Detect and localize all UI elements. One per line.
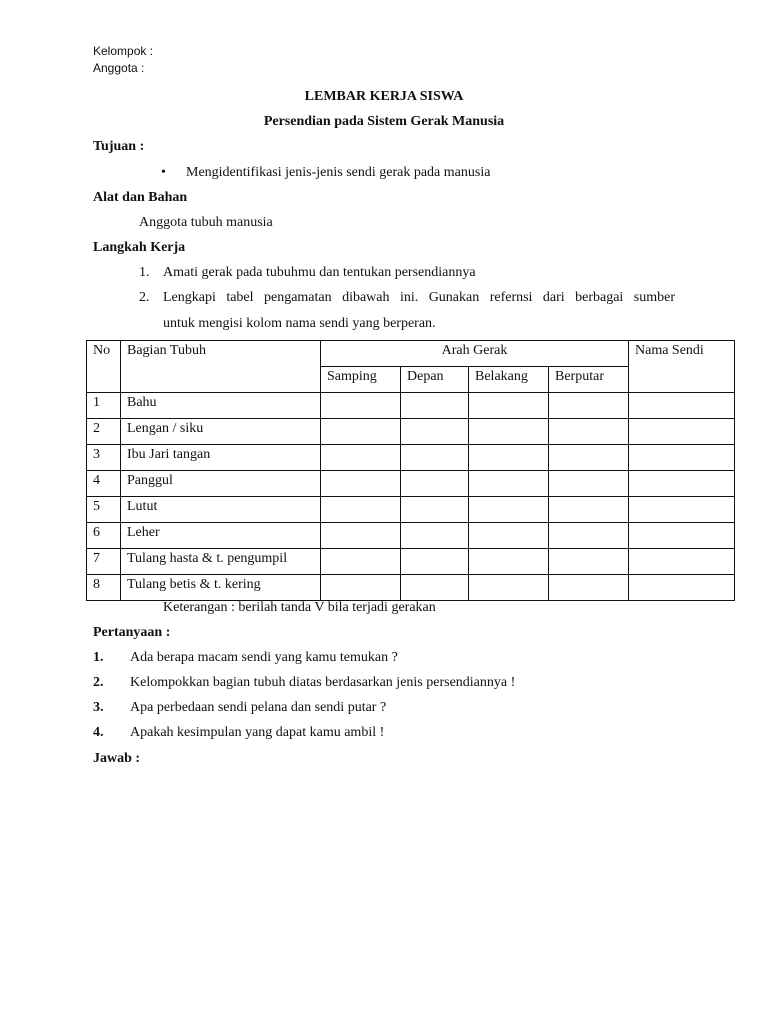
table-header-row (87, 341, 735, 367)
cell-bagian: Tulang hasta & t. pengumpil (121, 549, 321, 575)
tujuan-item: Mengidentifikasi jenis-jenis sendi gerak pada manusia (186, 165, 491, 180)
cell-berputar[interactable] (549, 575, 629, 601)
step-number: 1. (139, 265, 150, 280)
cell-berputar[interactable] (549, 419, 629, 445)
question-number: 4. (93, 725, 104, 740)
cell-nama-sendi[interactable] (629, 523, 735, 549)
bullet-icon: • (161, 165, 166, 180)
subheader-samping: Samping (321, 367, 401, 393)
cell-no: 1 (87, 393, 121, 419)
cell-no: 7 (87, 549, 121, 575)
step-text: Lengkapi tabel pengamatan dibawah ini. Gunakan refernsi dari berbagai sumber (163, 290, 675, 305)
keterangan-note: Keterangan : berilah tanda V bila terjadi gerakan (163, 600, 436, 615)
cell-berputar[interactable] (549, 549, 629, 575)
cell-samping[interactable] (321, 575, 401, 601)
cell-belakang[interactable] (469, 523, 549, 549)
cell-no: 4 (87, 471, 121, 497)
subheader-belakang: Belakang (469, 367, 549, 393)
question-text: Kelompokkan bagian tubuh diatas berdasarkan jenis persendiannya ! (130, 675, 516, 690)
table-row (87, 549, 735, 575)
header-no: No (87, 341, 121, 393)
step-text-continued: untuk mengisi kolom nama sendi yang berperan. (163, 316, 436, 331)
cell-belakang[interactable] (469, 393, 549, 419)
observation-table (86, 340, 735, 601)
cell-no: 8 (87, 575, 121, 601)
cell-depan[interactable] (401, 471, 469, 497)
table-row (87, 393, 735, 419)
question-text: Ada berapa macam sendi yang kamu temukan ? (130, 650, 398, 665)
cell-belakang[interactable] (469, 445, 549, 471)
cell-nama-sendi[interactable] (629, 549, 735, 575)
cell-berputar[interactable] (549, 497, 629, 523)
question-text: Apakah kesimpulan yang dapat kamu ambil ! (130, 725, 385, 740)
cell-bagian: Bahu (121, 393, 321, 419)
cell-samping[interactable] (321, 445, 401, 471)
cell-nama-sendi[interactable] (629, 445, 735, 471)
tujuan-heading: Tujuan : (93, 139, 145, 154)
cell-depan[interactable] (401, 393, 469, 419)
cell-depan[interactable] (401, 445, 469, 471)
cell-no: 5 (87, 497, 121, 523)
cell-samping[interactable] (321, 497, 401, 523)
cell-no: 6 (87, 523, 121, 549)
anggota-label: Anggota : (93, 61, 145, 75)
cell-berputar[interactable] (549, 445, 629, 471)
table-row (87, 523, 735, 549)
cell-belakang[interactable] (469, 497, 549, 523)
cell-depan[interactable] (401, 497, 469, 523)
cell-bagian: Tulang betis & t. kering (121, 575, 321, 601)
alat-item: Anggota tubuh manusia (139, 215, 273, 230)
table-row (87, 575, 735, 601)
cell-belakang[interactable] (469, 575, 549, 601)
table-row (87, 445, 735, 471)
cell-depan[interactable] (401, 575, 469, 601)
cell-belakang[interactable] (469, 471, 549, 497)
question-number: 2. (93, 675, 104, 690)
langkah-heading: Langkah Kerja (93, 240, 186, 255)
table-row (87, 471, 735, 497)
question-number: 3. (93, 700, 104, 715)
cell-nama-sendi[interactable] (629, 497, 735, 523)
cell-samping[interactable] (321, 471, 401, 497)
jawab-heading: Jawab : (93, 751, 141, 766)
cell-no: 3 (87, 445, 121, 471)
cell-depan[interactable] (401, 549, 469, 575)
cell-nama-sendi[interactable] (629, 419, 735, 445)
cell-bagian: Lutut (121, 497, 321, 523)
page-title: LEMBAR KERJA SISWA (304, 89, 464, 104)
header-nama-sendi: Nama Sendi (629, 341, 735, 393)
step-number: 2. (139, 290, 150, 305)
cell-nama-sendi[interactable] (629, 575, 735, 601)
cell-berputar[interactable] (549, 523, 629, 549)
step-text: Amati gerak pada tubuhmu dan tentukan persendiannya (163, 265, 476, 280)
cell-samping[interactable] (321, 393, 401, 419)
table-row (87, 419, 735, 445)
cell-bagian: Ibu Jari tangan (121, 445, 321, 471)
subheader-berputar: Berputar (549, 367, 629, 393)
cell-bagian: Leher (121, 523, 321, 549)
cell-nama-sendi[interactable] (629, 393, 735, 419)
cell-berputar[interactable] (549, 393, 629, 419)
cell-samping[interactable] (321, 419, 401, 445)
question-number: 1. (93, 650, 104, 665)
cell-bagian: Panggul (121, 471, 321, 497)
cell-samping[interactable] (321, 523, 401, 549)
cell-berputar[interactable] (549, 471, 629, 497)
cell-no: 2 (87, 419, 121, 445)
cell-nama-sendi[interactable] (629, 471, 735, 497)
cell-depan[interactable] (401, 419, 469, 445)
header-bagian-tubuh: Bagian Tubuh (121, 341, 321, 393)
kelompok-label: Kelompok : (93, 44, 154, 58)
question-text: Apa perbedaan sendi pelana dan sendi putar ? (130, 700, 387, 715)
cell-belakang[interactable] (469, 419, 549, 445)
pertanyaan-heading: Pertanyaan : (93, 625, 171, 640)
cell-belakang[interactable] (469, 549, 549, 575)
table-row (87, 497, 735, 523)
cell-depan[interactable] (401, 523, 469, 549)
cell-bagian: Lengan / siku (121, 419, 321, 445)
subheader-depan: Depan (401, 367, 469, 393)
header-arah-gerak: Arah Gerak (321, 341, 629, 367)
cell-samping[interactable] (321, 549, 401, 575)
alat-heading: Alat dan Bahan (93, 190, 188, 205)
page-subtitle: Persendian pada Sistem Gerak Manusia (263, 114, 505, 129)
